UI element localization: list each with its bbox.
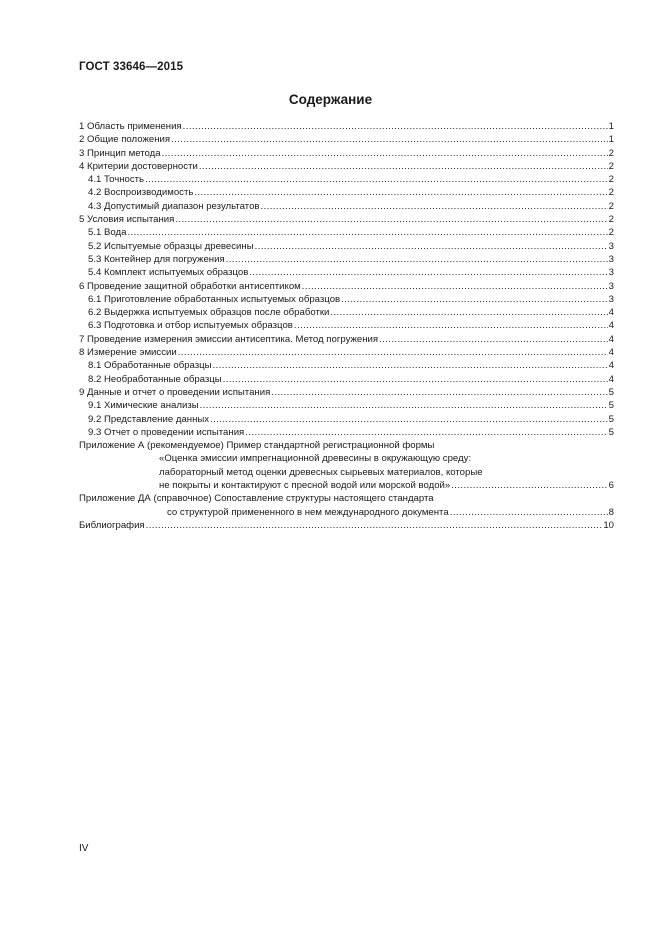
toc-entry-page: 5 <box>608 426 614 438</box>
toc-entry-title: 5.3 Контейнер для погружения <box>88 253 225 265</box>
leader-dots <box>223 373 608 386</box>
toc-entry-title: 1 Область применения <box>79 121 182 132</box>
leader-dots <box>146 519 603 532</box>
appendix-da-line-2-text: со структурой примененного в нем международного документа <box>167 506 449 518</box>
toc-entry-page: 3 <box>608 280 614 292</box>
toc-entry <box>79 147 614 160</box>
leader-dots <box>255 240 608 253</box>
toc-entry-page: 2 <box>608 187 614 199</box>
toc-entry-title: 6.1 Приготовление обработанных испытуемых образцов <box>88 293 341 305</box>
toc-entry-page: 4 <box>608 347 614 359</box>
toc-entry-title: 6.2 Выдержка испытуемых образцов после обработки <box>88 307 330 319</box>
leader-dots <box>330 306 607 319</box>
appendix-a-page: 6 <box>608 480 614 492</box>
toc-entry-page: 4 <box>608 307 614 319</box>
leader-dots <box>450 506 608 519</box>
leader-dots <box>175 213 607 226</box>
toc-entry <box>79 226 614 239</box>
toc-entry <box>79 120 614 133</box>
toc-entry <box>79 173 614 186</box>
toc-entry-title: 8 Измерение эмиссии <box>79 347 177 359</box>
leader-dots <box>302 280 608 293</box>
toc-entry-page: 2 <box>608 147 614 159</box>
leader-dots <box>171 133 608 146</box>
toc-entry-title: 9.1 Химические анализы <box>88 400 199 412</box>
leader-dots <box>200 399 608 412</box>
toc-entry <box>79 413 614 426</box>
toc-entry-title: 4 Критерии достоверности <box>79 160 198 172</box>
toc-entry-bibliography <box>79 519 614 532</box>
toc-entry-page: 5 <box>608 413 614 425</box>
leader-dots <box>341 293 608 306</box>
toc-entry-page: 4 <box>608 320 614 332</box>
toc-entry-title: 8.1 Обработанные образцы <box>88 360 212 372</box>
toc-entry-title: 5.4 Комплект испытуемых образцов <box>88 267 249 279</box>
toc-entry-page: 1 <box>608 121 614 132</box>
leader-dots <box>210 413 608 426</box>
toc-entry <box>79 133 614 146</box>
toc-entry-title: 3 Принцип метода <box>79 147 161 159</box>
toc-entry <box>79 319 614 332</box>
leader-dots <box>261 200 608 213</box>
toc-entry-title: 6.3 Подготовка и отбор испытуемых образцов <box>88 320 293 332</box>
toc-entry-title: 4.2 Воспроизводимость <box>88 187 194 199</box>
toc-entry-page: 1 <box>608 134 614 146</box>
toc-entry-title: 9.2 Представление данных <box>88 413 210 425</box>
table-of-contents <box>79 120 614 532</box>
toc-entry-page: 3 <box>608 267 614 279</box>
leader-dots <box>194 186 607 199</box>
leader-dots <box>199 160 608 173</box>
toc-entry <box>79 306 614 319</box>
toc-entry-page: 4 <box>608 373 614 385</box>
appendix-a-line-4-text: не покрыты и контактируют с пресной водой или морской водой» <box>159 480 451 492</box>
appendix-da-line-2 <box>79 506 614 519</box>
toc-entry <box>79 200 614 213</box>
toc-entry-title: 9.3 Отчет о проведении испытания <box>88 426 245 438</box>
leader-dots <box>213 359 608 372</box>
toc-entry-page: 3 <box>608 253 614 265</box>
toc-entry-title: 9 Данные и отчет о проведении испытания <box>79 386 271 398</box>
toc-entry <box>79 186 614 199</box>
appendix-a-line-2: «Оценка эмиссии импрегнационной древесины в окружающую среду: <box>159 453 472 465</box>
leader-dots <box>183 120 608 133</box>
toc-entry-page: 2 <box>608 160 614 172</box>
leader-dots <box>245 426 607 439</box>
bibliography-label: Библиография <box>79 519 145 531</box>
toc-entry-title: 2 Общие положения <box>79 134 171 146</box>
toc-entry <box>79 293 614 306</box>
toc-entry <box>79 346 614 359</box>
page-title: Содержание <box>288 92 373 107</box>
page-number-footer: IV <box>79 843 89 854</box>
toc-entry <box>79 266 614 279</box>
toc-entry <box>79 280 614 293</box>
bibliography-page: 10 <box>603 519 614 531</box>
leader-dots <box>451 479 607 492</box>
toc-entry-page: 4 <box>608 333 614 345</box>
toc-entry-page: 5 <box>608 386 614 398</box>
toc-entry <box>79 426 614 439</box>
leader-dots <box>162 147 608 160</box>
toc-entry-page: 3 <box>608 293 614 305</box>
leader-dots <box>271 386 607 399</box>
appendix-da-line-1: Приложение ДА (справочное) Сопоставление структуры настоящего стандарта <box>79 493 434 505</box>
toc-entry-title: 5.1 Вода <box>88 227 127 239</box>
toc-entry-title: 4.3 Допустимый диапазон результатов <box>88 200 260 212</box>
leader-dots <box>294 319 608 332</box>
toc-entry-title: 4.1 Точность <box>88 174 145 186</box>
toc-entry-title: 6 Проведение защитной обработки антисептиком <box>79 280 301 292</box>
appendix-a-line-4 <box>79 479 614 492</box>
appendix-a-line-1: Приложение А (рекомендуемое) Пример стандартной регистрационной формы <box>79 440 435 452</box>
toc-entry-title: 5.2 Испытуемые образцы древесины <box>88 240 254 252</box>
appendix-a-line-3: лабораторный метод оценки древесных сырьевых материалов, которые <box>159 466 483 478</box>
leader-dots <box>178 346 608 359</box>
toc-entry-title: 5 Условия испытания <box>79 214 175 226</box>
leader-dots <box>145 173 608 186</box>
toc-entry-page: 2 <box>608 227 614 239</box>
toc-entry <box>79 333 614 346</box>
leader-dots <box>249 266 607 279</box>
toc-entry <box>79 213 614 226</box>
leader-dots <box>379 333 608 346</box>
toc-entry <box>79 240 614 253</box>
toc-entry <box>79 386 614 399</box>
appendix-da-page: 8 <box>608 506 614 518</box>
toc-entry-page: 4 <box>608 360 614 372</box>
toc-entry-title: 7 Проведение измерения эмиссии антисептика. Метод погружения <box>79 333 379 345</box>
toc-entry-page: 2 <box>608 200 614 212</box>
toc-entry-page: 2 <box>608 174 614 186</box>
toc-entry <box>79 253 614 266</box>
leader-dots <box>127 226 607 239</box>
toc-entry-page: 2 <box>608 214 614 226</box>
leader-dots <box>226 253 608 266</box>
toc-entry-title: 8.2 Необработанные образцы <box>88 373 222 385</box>
toc-entry <box>79 373 614 386</box>
toc-entry <box>79 359 614 372</box>
toc-entry-page: 5 <box>608 400 614 412</box>
toc-entry-page: 3 <box>608 240 614 252</box>
toc-entry <box>79 160 614 173</box>
document-header: ГОСТ 33646—2015 <box>79 61 184 73</box>
toc-entry <box>79 399 614 412</box>
